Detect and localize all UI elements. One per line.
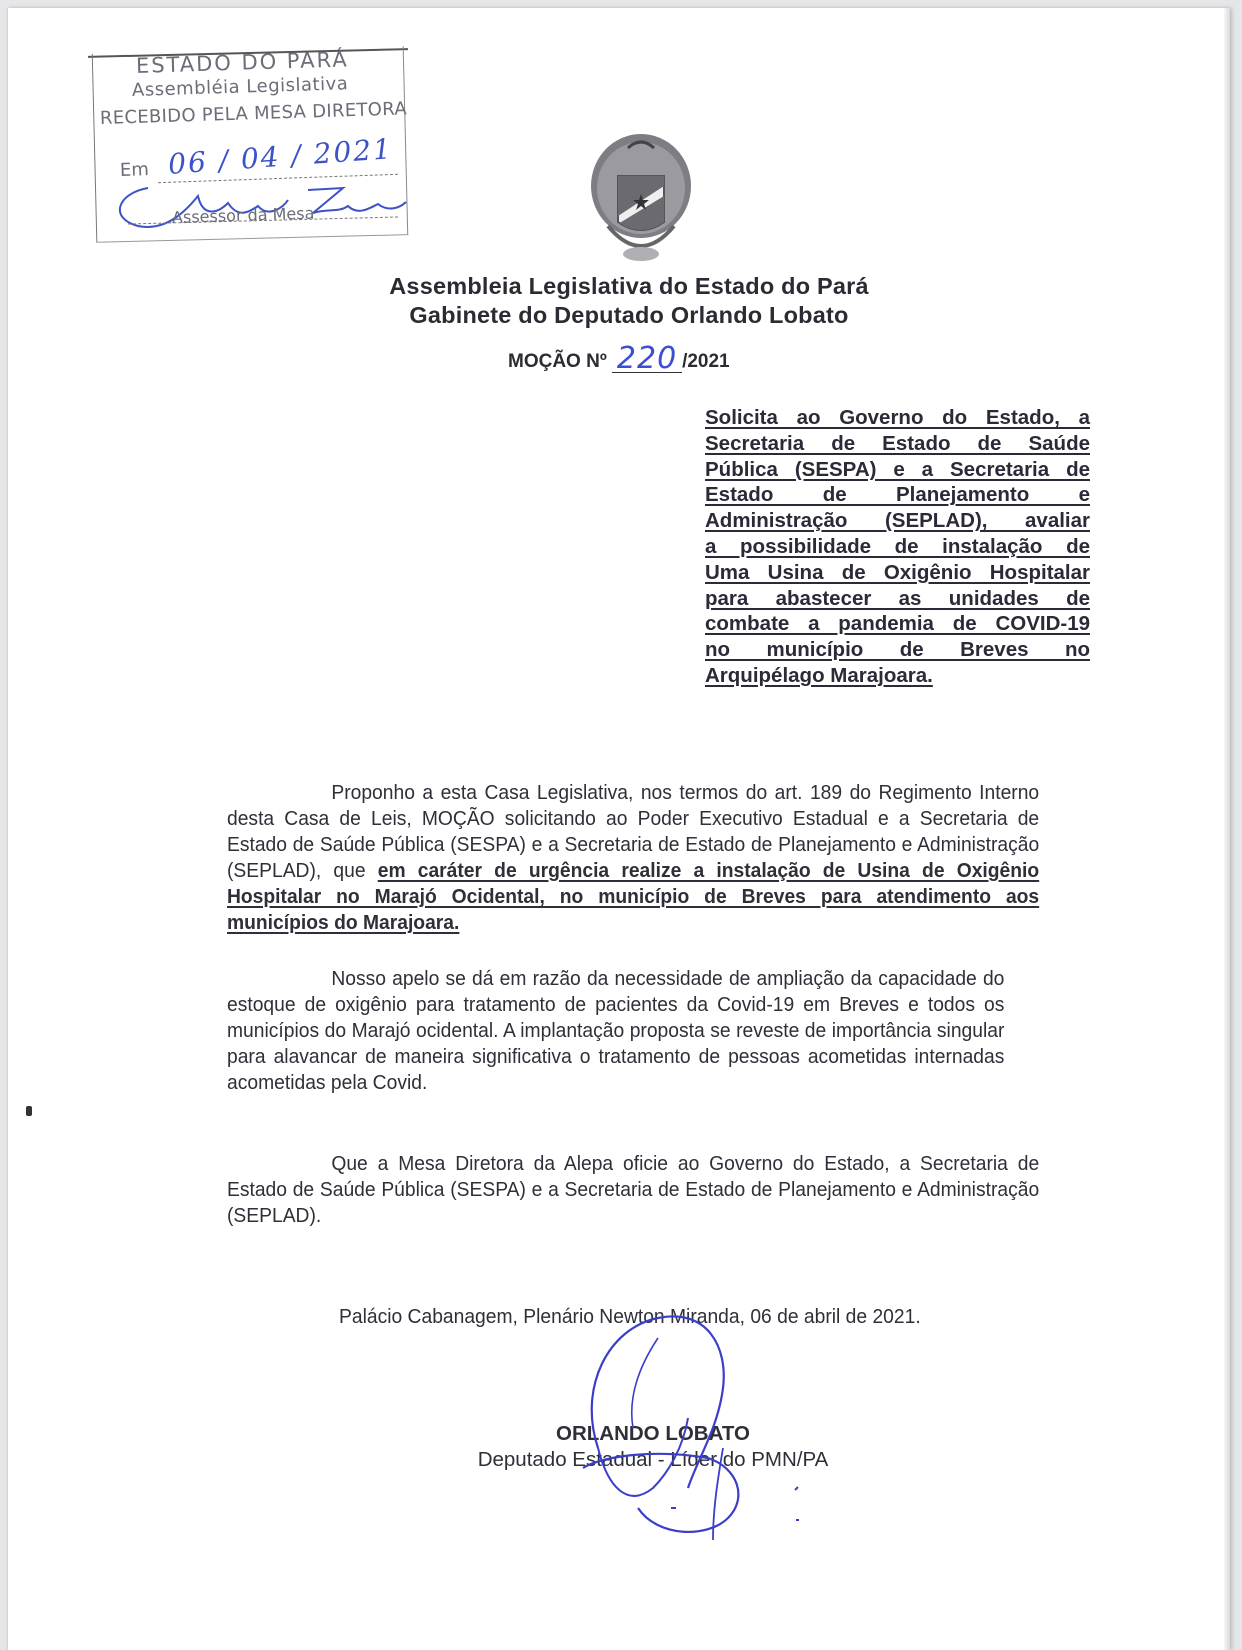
summary-line: Solicita ao Governo do Estado, a: [705, 406, 1090, 429]
summary-line: Estado de Planejamento e: [705, 483, 1090, 507]
stamp-received-label: RECEBIDO PELA MESA DIRETORA: [99, 98, 408, 129]
cabinet-title: Gabinete do Deputado Orlando Lobato: [409, 302, 849, 328]
summary-line: Pública (SESPA) e a Secretaria de: [705, 457, 1090, 481]
paragraph-1-text: Proponho a esta Casa Legislativa, nos termos do art. 189 do Regimento Interno desta Casa de Leis, MOÇÃO solicitando ao Poder Executivo Estadual e a Secretaria de Estado de Saúde Pública (SESPA) e a Secretaria de Estado de Planejamento e Administração (SEPLAD), que: [227, 781, 1040, 882]
document-page: [8, 8, 1230, 1650]
summary-line: Uma Usina de Oxigênio Hospitalar: [705, 560, 1090, 584]
motion-summary: [705, 405, 1090, 689]
summary-line: no município de Breves no: [705, 638, 1090, 662]
stamp-date-prefix: Em: [119, 159, 150, 181]
summary-line: Secretaria de Estado de Saúde: [705, 431, 1090, 455]
stamp-signature-icon: [108, 168, 408, 238]
assembly-title: Assembleia Legislativa do Estado do Pará: [389, 273, 869, 299]
paragraph-3-text: Que a Mesa Diretora da Alepa oficie ao Governo do Estado, a Secretaria de Estado de Saúde Pública (SESPA) e a Secretaria de Estado de Planejamento e Administração (SEPLAD).: [227, 1152, 1040, 1227]
place-and-date: Palácio Cabanagem, Plenário Newton Miranda, 06 de abril de 2021.: [339, 1305, 921, 1328]
summary-line: Administração (SEPLAD), avaliar: [705, 509, 1090, 533]
paragraph-2-text: Nosso apelo se dá em razão da necessidade de ampliação da capacidade do estoque de oxigênio para tratamento de pacientes da Covid-19 em Breves e todos os municípios do Marajó ocidental. A implantação proposta se reveste de importância singular para alavancar de maneira significativa o tratamento de pessoas acometidas internadas acometidas pela Covid.: [227, 967, 1005, 1094]
motion-number: [508, 341, 730, 376]
stamp-assembly-label: Assembléia Legislativa: [131, 73, 349, 101]
signer-name: ORLANDO LOBATO: [556, 1422, 750, 1445]
coat-of-arms-icon: [588, 126, 694, 266]
handwritten-signature-icon: [538, 1308, 818, 1548]
motion-label: MOÇÃO Nº: [508, 351, 607, 372]
stamp-state-label: ESTADO DO PARÁ: [135, 47, 349, 78]
reception-stamp: [88, 28, 408, 238]
stamp-signature-label: Assessor da Mesa: [171, 203, 315, 227]
paragraph-1-emphasis: em caráter de urgência realize a instalação de Usina de Oxigênio Hospitalar no Marajó Ocidental, no município de Breves para atendimento aos municípios do Marajoara.: [227, 859, 1040, 934]
signer-role: Deputado Estadual - Líder do PMN/PA: [477, 1448, 829, 1471]
page-edge-shadow: [1224, 8, 1230, 1650]
motion-year: /2021: [682, 351, 730, 372]
summary-line: Arquipélago Marajoara.: [705, 663, 933, 687]
summary-line: para abastecer as unidades de: [705, 586, 1090, 610]
scan-mark: [26, 1106, 32, 1116]
stamp-handwritten-date: 06 / 04 / 2021: [167, 132, 394, 181]
motion-handwritten-number: 220: [612, 346, 682, 373]
body-paragraph-2: [227, 966, 1004, 1096]
body-paragraph-1: [227, 780, 1039, 936]
summary-line: combate a pandemia de COVID-19: [705, 612, 1090, 636]
summary-line: a possibilidade de instalação de: [705, 534, 1090, 558]
body-paragraph-3: [227, 1151, 1039, 1229]
